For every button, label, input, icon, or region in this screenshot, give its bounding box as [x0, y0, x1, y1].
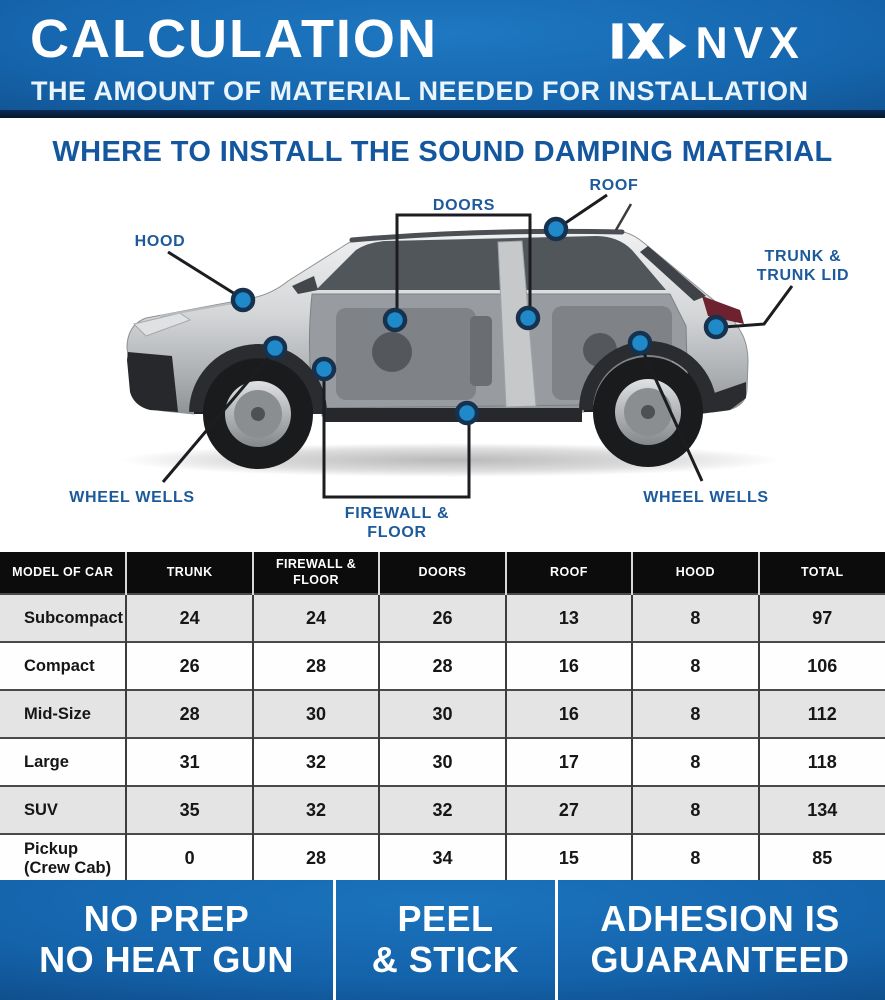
table-row [0, 690, 885, 738]
roof-dot [546, 219, 566, 239]
value-cell: 27 [506, 786, 632, 834]
page-title: CALCULATION [30, 9, 438, 69]
value-cell: 24 [253, 594, 379, 642]
firewall-label-line2: FLOOR [367, 524, 427, 541]
value-cell: 8 [632, 786, 758, 834]
value-cell: 28 [253, 834, 379, 882]
col-hood: HOOD [632, 552, 758, 594]
footer-item-peel-stick [333, 880, 555, 1000]
table-row [0, 786, 885, 834]
value-cell: 32 [253, 738, 379, 786]
col-trunk: TRUNK [126, 552, 252, 594]
table-row [0, 834, 885, 882]
value-cell: 32 [379, 786, 505, 834]
front-door-speaker [372, 332, 412, 372]
value-cell: 28 [379, 642, 505, 690]
col-model-of-car: MODEL OF CAR [0, 552, 126, 594]
footer-item-no-prep [0, 880, 333, 1000]
value-cell: 106 [759, 642, 885, 690]
value-cell: 32 [253, 786, 379, 834]
value-cell: 26 [126, 642, 252, 690]
footer-line: NO HEAT GUN [39, 939, 294, 980]
value-cell: 8 [632, 690, 758, 738]
value-cell: 15 [506, 834, 632, 882]
table-header-row [0, 552, 885, 594]
value-cell: 31 [126, 738, 252, 786]
nvx-logo [609, 18, 861, 64]
trunk-dot [706, 317, 726, 337]
footer-line: & STICK [371, 939, 520, 980]
antenna [616, 204, 631, 230]
hood-label: HOOD [134, 233, 186, 250]
value-cell: 17 [506, 738, 632, 786]
value-cell: 26 [379, 594, 505, 642]
table-row [0, 642, 885, 690]
value-cell: 34 [379, 834, 505, 882]
value-cell: 85 [759, 834, 885, 882]
rocker-trim [324, 408, 582, 422]
footer-line: NO PREP [83, 898, 250, 940]
col-doors: DOORS [379, 552, 505, 594]
col-roof: ROOF [506, 552, 632, 594]
value-cell: 16 [506, 690, 632, 738]
nvx-logo-text: NVX [695, 18, 805, 64]
hood-callout-line [168, 252, 243, 299]
value-cell: 8 [632, 594, 758, 642]
table-row [0, 738, 885, 786]
hood-dot [233, 290, 253, 310]
model-cell: Subcompact [0, 594, 126, 642]
value-cell: 8 [632, 642, 758, 690]
roof-label: ROOF [589, 177, 639, 194]
model-cell: Mid-Size [0, 690, 126, 738]
value-cell: 28 [253, 642, 379, 690]
col-firewall-floor: FIREWALL & FLOOR [253, 552, 379, 594]
table-row [0, 594, 885, 642]
footer-line: GUARANTEED [590, 939, 850, 980]
value-cell: 0 [126, 834, 252, 882]
floor-dot [457, 403, 477, 423]
car-diagram [0, 118, 885, 552]
wheel-wells-right-label: WHEEL WELLS [643, 489, 769, 506]
value-cell: 118 [759, 738, 885, 786]
trunk-label-line2: TRUNK LID [756, 267, 850, 284]
nvx-logo-icon [612, 23, 686, 58]
front-bumper [127, 352, 178, 412]
value-cell: 16 [506, 642, 632, 690]
rear-door-dot [518, 308, 538, 328]
value-cell: 30 [253, 690, 379, 738]
firewall-dot [314, 359, 334, 379]
model-cell: Large [0, 738, 126, 786]
material-amount-table [0, 552, 885, 882]
header-banner [0, 0, 885, 118]
value-cell: 30 [379, 738, 505, 786]
value-cell: 30 [379, 690, 505, 738]
front-wheel-well-dot [265, 338, 285, 358]
trunk-label-line1: TRUNK & [764, 248, 842, 265]
value-cell: 35 [126, 786, 252, 834]
firewall-label-line1: FIREWALL & [344, 505, 450, 522]
model-cell: SUV [0, 786, 126, 834]
front-door-dot [385, 310, 405, 330]
value-cell: 8 [632, 834, 758, 882]
col-total: TOTAL [759, 552, 885, 594]
value-cell: 28 [126, 690, 252, 738]
model-cell: Compact [0, 642, 126, 690]
footer-line: ADHESION IS [600, 898, 840, 940]
footer-line: PEEL [397, 898, 494, 940]
install-diagram-section [0, 118, 885, 552]
footer-item-adhesion [555, 880, 882, 1000]
cabin-upper-cutaway [316, 236, 666, 290]
value-cell: 134 [759, 786, 885, 834]
value-cell: 97 [759, 594, 885, 642]
wheel-wells-left-label: WHEEL WELLS [69, 489, 195, 506]
doors-label: DOORS [432, 197, 496, 214]
value-cell: 13 [506, 594, 632, 642]
model-cell: Pickup (Crew Cab) [0, 834, 126, 882]
footer-banner [0, 880, 885, 1000]
console-detail [470, 316, 492, 386]
value-cell: 112 [759, 690, 885, 738]
diagram-heading: WHERE TO INSTALL THE SOUND DAMPING MATERIAL [52, 136, 833, 168]
value-cell: 24 [126, 594, 252, 642]
rear-wheel-well-dot [630, 333, 650, 353]
value-cell: 8 [632, 738, 758, 786]
header-subtitle: THE AMOUNT OF MATERIAL NEEDED FOR INSTALLATION [31, 76, 809, 106]
